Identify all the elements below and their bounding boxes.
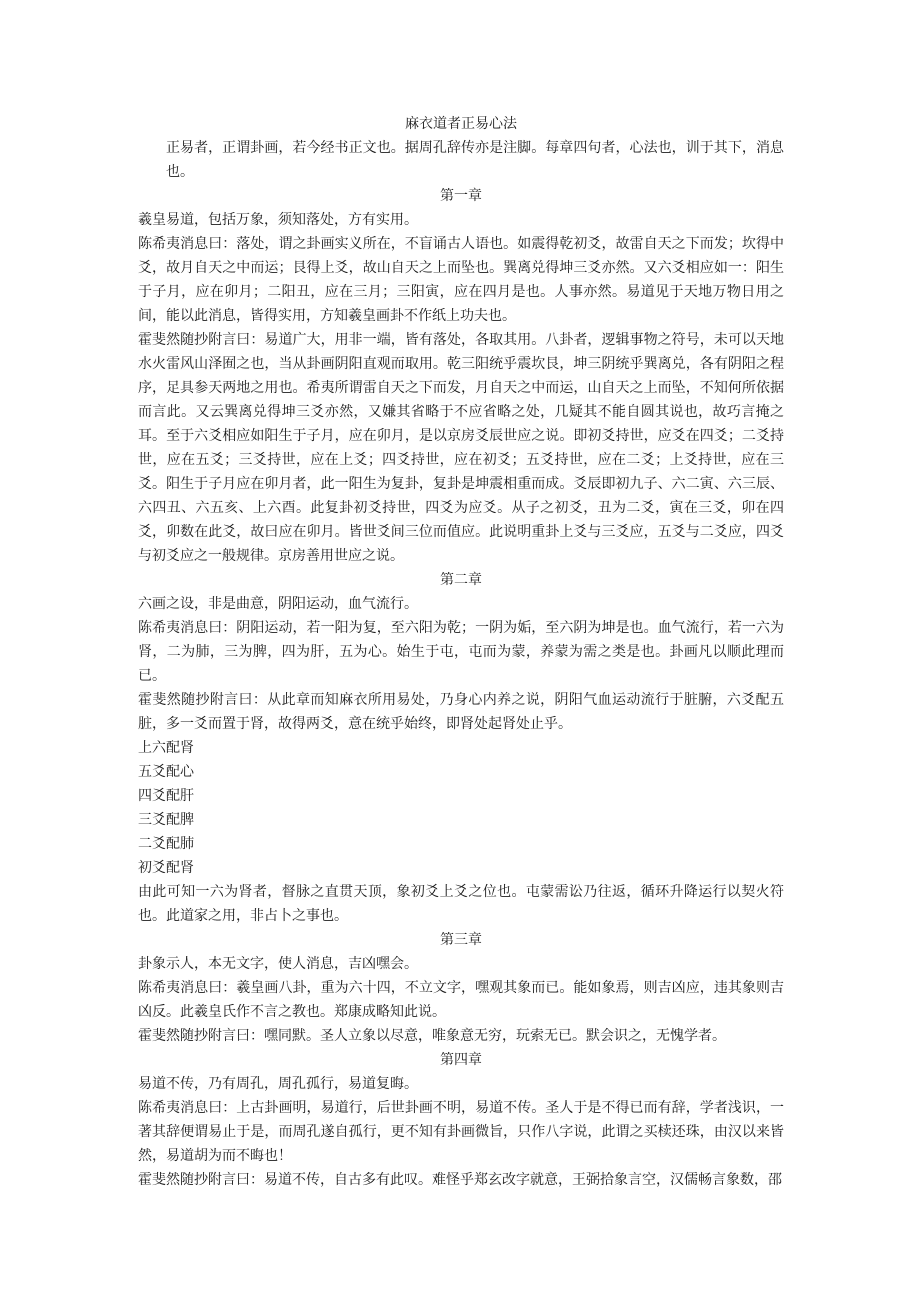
commentary-paragraph: 陈希夷消息曰：落处，谓之卦画实义所在，不盲诵古人语也。如震得乾初爻，故雷自天之下而发；坎得中爻，故月自天之中而运；艮得上爻，故山自天之上而坠也。巽离兑得坤三爻亦然。又六爻相应如一：阳生于子月，应在卯月；二阳丑，应在三月；三阳寅，应在四月是也。人事亦然。易道见于天地万物日用之间，能以此消息，皆得实用，方知羲皇画卦不作纸上功夫也。 [138,236,784,324]
document-title: 麻衣道者正易心法 [405,116,517,132]
chapter-verse: 羲皇易道，包括万象，须知落处，方有实用。 [138,212,418,228]
chapter-verse: 易道不传，乃有周孔，周孔孤行，易道复晦。 [138,1076,418,1092]
chapter-verse: 卦象示人，本无文字，使人消息，吉凶嘿会。 [138,956,418,972]
chapter-heading: 第四章 [440,1052,482,1068]
list-item: 上六配肾 [138,740,194,756]
document-intro: 正易者，正谓卦画，若今经书正文也。据周孔辞传亦是注脚。每章四句者，心法也，训于其下，消息也。 [166,140,784,180]
chapter-heading: 第三章 [440,932,482,948]
list-item: 三爻配脾 [138,812,194,828]
commentary-paragraph: 陈希夷消息曰：阴阳运动，若一阳为复，至六阳为乾；一阴为姤，至六阴为坤是也。血气流行，若一六为肾，二为肺，三为脾，四为肝，五为心。始生于屯，屯而为蒙，养蒙为需之类是也。卦画凡以顺此理而已。 [138,620,784,684]
chapter-heading: 第二章 [440,572,482,588]
document-page [138,112,784,1192]
list-item: 初爻配肾 [138,860,194,876]
chapter-heading: 第一章 [440,188,482,204]
commentary-paragraph: 霍斐然随抄附言曰：易道广大，用非一端，皆有落处，各取其用。八卦者，逻辑事物之符号，未可以天地水火雷风山泽囿之也，当从卦画阴阳直观而取用。乾三阳统乎震坎艮，坤三阴统乎巽离兑，各有阴阳之程序，足具参天两地之用也。希夷所谓雷自天之下而发，月自天之中而运，山自天之上而坠，不知何所依据而言此。又云巽离兑得坤三爻亦然，又嫌其省略于不应省略之处，几疑其不能自圆其说也，故巧言掩之耳。至于六爻相应如阳生于子月，应在卯月，是以京房爻辰世应之说。即初爻持世，应爻在四爻；二爻持世，应在五爻；三爻持世，应在上爻；四爻持世，应在初爻；五爻持世，应在二爻；上爻持世，应在三爻。阳生于子月应在卯月者，此一阳生为复卦，复卦是坤震相重而成。爻辰即初九子、六二寅、六三辰、六四丑、六五亥、上六酉。此复卦初爻持世，四爻为应爻。从子之初爻，丑为二爻，寅在三爻，卯在四爻，卯数在此爻，故曰应在卯月。皆世爻间三位而值应。此说明重卦上爻与三爻应，五爻与二爻应，四爻与初爻应之一般规律。京房善用世应之说。 [138,332,784,564]
chapter-verse: 六画之设，非是曲意，阴阳运动，血气流行。 [138,596,418,612]
list-item: 五爻配心 [138,764,194,780]
commentary-paragraph: 霍斐然随抄附言曰：易道不传，自古多有此叹。难怪乎郑玄改字就意，王弼拾象言空，汉儒畅言象数，邵 [138,1172,782,1188]
list-item: 四爻配肝 [138,788,194,804]
commentary-paragraph: 霍斐然随抄附言曰：嘿同默。圣人立象以尽意，唯象意无穷，玩索无已。默会识之，无愧学者。 [138,1028,726,1044]
commentary-paragraph: 陈希夷消息曰：上古卦画明，易道行，后世卦画不明，易道不传。圣人于是不得已而有辞，学者浅识，一著其辞便谓易止于是，而周孔遂自孤行，更不知有卦画微旨，只作八字说，此谓之买椟还珠，由汉以来皆然，易道胡为而不晦也！ [138,1100,784,1164]
commentary-paragraph: 由此可知一六为肾者，督脉之直贯天顶，象初爻上爻之位也。屯蒙需讼乃往返，循环升降运行以契火符也。此道家之用，非占卜之事也。 [138,884,784,924]
list-item: 二爻配肺 [138,836,194,852]
commentary-paragraph: 陈希夷消息曰：羲皇画八卦，重为六十四，不立文字，嘿观其象而已。能如象焉，则吉凶应，违其象则吉凶反。此羲皇氏作不言之教也。郑康成略知此说。 [138,980,784,1020]
commentary-paragraph: 霍斐然随抄附言曰：从此章而知麻衣所用易处，乃身心内养之说，阴阳气血运动流行于脏腑，六爻配五脏，多一爻而置于肾，故得两爻，意在统乎始终，即肾处起肾处止乎。 [138,692,784,732]
